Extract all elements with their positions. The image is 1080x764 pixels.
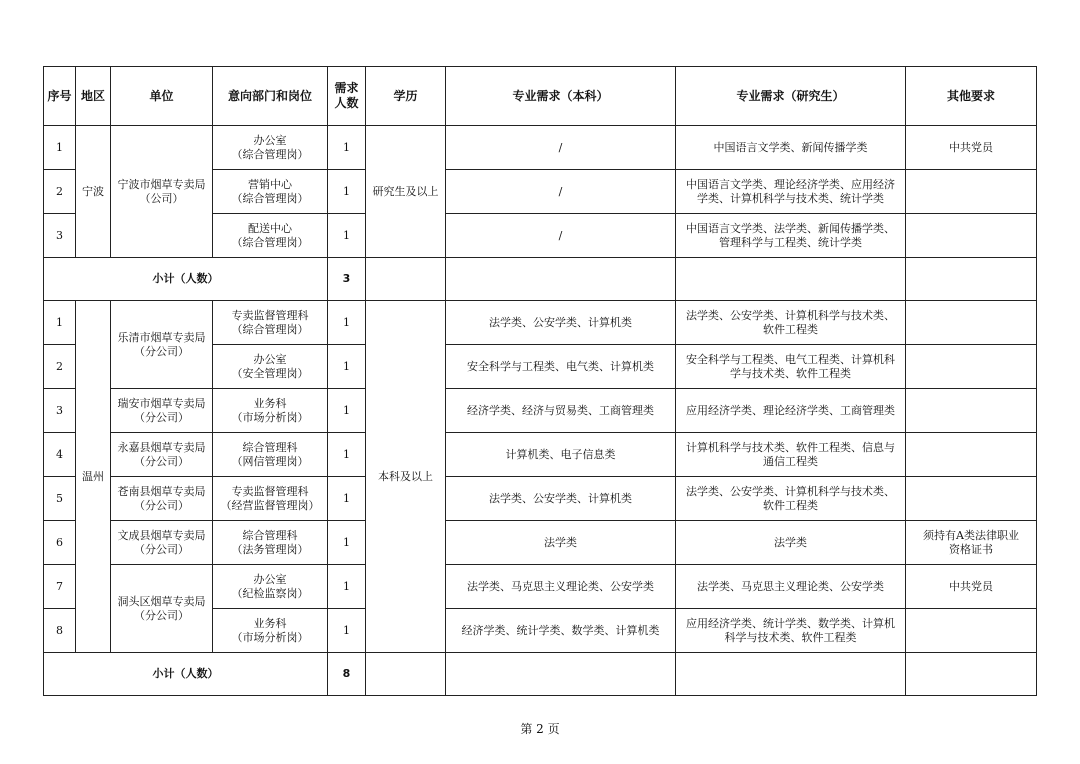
cell-major-grad-line: 科学与技术类、软件工程类 — [724, 630, 857, 644]
subtotal-value: 3 — [328, 258, 366, 301]
cell-unit — [111, 477, 213, 521]
cell-other — [906, 477, 1037, 521]
cell-dept-line: 营销中心 — [248, 177, 292, 191]
cell-major-ug — [446, 521, 676, 565]
cell-unit-line: 乐清市烟草专卖局 — [117, 330, 206, 344]
header-count — [328, 67, 366, 126]
cell-dept-line: 专卖监督管理科 — [231, 484, 309, 498]
cell-major-ug — [446, 477, 676, 521]
header-edu: 学历 — [366, 67, 446, 126]
cell-other — [906, 214, 1037, 258]
cell-major-grad — [676, 389, 906, 433]
cell-major-grad-line: 学类、计算机科学与技术类、统计学类 — [697, 191, 884, 205]
cell-other — [906, 565, 1037, 609]
cell-other — [906, 389, 1037, 433]
cell-unit-line: 宁波市烟草专卖局 — [117, 177, 206, 191]
empty-cell — [906, 653, 1037, 696]
cell-seq: 4 — [44, 433, 76, 477]
header-other: 其他要求 — [906, 67, 1037, 126]
cell-major-ug-line: 法学类 — [544, 535, 577, 549]
cell-seq: 8 — [44, 609, 76, 653]
cell-count: 1 — [328, 170, 366, 214]
cell-major-grad — [676, 214, 906, 258]
cell-major-ug: / — [446, 126, 676, 170]
cell-major-ug-line: 法学类、公安学类、计算机类 — [489, 315, 632, 329]
cell-major-grad-line: 管理科学与工程类、统计学类 — [719, 235, 862, 249]
cell-dept — [213, 609, 328, 653]
cell-unit-line: （分公司） — [134, 410, 189, 424]
cell-other — [906, 170, 1037, 214]
cell-edu: 研究生及以上 — [366, 126, 446, 258]
empty-cell — [446, 653, 676, 696]
header-count-line: 需求 — [334, 81, 359, 95]
cell-major-ug-line: 法学类、马克思主义理论类、公安学类 — [467, 579, 654, 593]
cell-dept-line: 配送中心 — [248, 221, 292, 235]
cell-major-grad — [676, 609, 906, 653]
cell-dept-line: 业务科 — [253, 616, 287, 630]
cell-count: 1 — [328, 565, 366, 609]
cell-unit-line: （分公司） — [134, 608, 189, 622]
cell-unit-line: （分公司） — [134, 542, 189, 556]
cell-count: 1 — [328, 609, 366, 653]
cell-major-grad-line: 法学类、马克思主义理论类、公安学类 — [697, 579, 884, 593]
cell-count: 1 — [328, 126, 366, 170]
cell-dept-line: （纪检监察岗） — [231, 586, 309, 600]
cell-unit — [111, 433, 213, 477]
cell-major-grad-line: 学与技术类、软件工程类 — [730, 366, 851, 380]
cell-count: 1 — [328, 345, 366, 389]
cell-major-ug — [446, 345, 676, 389]
cell-other — [906, 301, 1037, 345]
header-dept: 意向部门和岗位 — [213, 67, 328, 126]
cell-dept-line: 综合管理科 — [242, 528, 298, 542]
cell-unit-line: 瑞安市烟草专卖局 — [117, 396, 206, 410]
header-row — [44, 67, 1037, 126]
cell-major-grad-line: 应用经济学类、统计学类、数学类、计算机 — [686, 616, 895, 630]
cell-dept-line: 专卖监督管理科 — [231, 308, 309, 322]
cell-major-ug-line: 经济学类、统计学类、数学类、计算机类 — [461, 623, 660, 637]
cell-major-grad-line: 中国语言文学类、法学类、新闻传播学类、 — [686, 221, 895, 235]
cell-major-grad-line: 软件工程类 — [763, 322, 818, 336]
cell-dept — [213, 170, 328, 214]
cell-major-grad-line: 软件工程类 — [763, 498, 818, 512]
cell-major-grad — [676, 521, 906, 565]
cell-dept-line: （安全管理岗） — [231, 366, 309, 380]
recruitment-table — [43, 66, 1037, 696]
subtotal-label: 小计（人数） — [44, 258, 328, 301]
cell-dept-line: （法务管理岗） — [231, 542, 309, 556]
cell-count: 1 — [328, 477, 366, 521]
cell-dept-line: （市场分析岗） — [231, 410, 309, 424]
cell-dept — [213, 433, 328, 477]
cell-other — [906, 609, 1037, 653]
cell-dept — [213, 389, 328, 433]
cell-other — [906, 521, 1037, 565]
cell-seq: 7 — [44, 565, 76, 609]
header-seq: 序号 — [44, 67, 76, 126]
cell-dept-line: （综合管理岗） — [231, 191, 309, 205]
cell-dept-line: 办公室 — [253, 572, 287, 586]
cell-major-grad — [676, 301, 906, 345]
cell-major-ug — [446, 301, 676, 345]
cell-other-line: 须持有A类法律职业 — [923, 528, 1019, 542]
cell-major-ug: / — [446, 214, 676, 258]
cell-dept — [213, 477, 328, 521]
table-row — [44, 126, 1037, 170]
cell-unit-line: （公司） — [139, 191, 184, 205]
header-major-grad: 专业需求（研究生） — [676, 67, 906, 126]
subtotal-label: 小计（人数） — [44, 653, 328, 696]
cell-count: 1 — [328, 389, 366, 433]
empty-cell — [446, 258, 676, 301]
cell-major-grad-line: 应用经济学类、理论经济学类、工商管理类 — [686, 403, 895, 417]
cell-unit-line: （分公司） — [134, 344, 189, 358]
cell-unit-line: （分公司） — [134, 498, 189, 512]
cell-other — [906, 433, 1037, 477]
cell-major-grad-line: 法学类 — [774, 535, 807, 549]
cell-dept — [213, 345, 328, 389]
cell-edu: 本科及以上 — [366, 301, 446, 653]
header-major-ug: 专业需求（本科） — [446, 67, 676, 126]
cell-count: 1 — [328, 301, 366, 345]
cell-count: 1 — [328, 214, 366, 258]
cell-unit — [111, 521, 213, 565]
cell-seq: 3 — [44, 389, 76, 433]
cell-major-grad-line: 法学类、公安学类、计算机科学与技术类、 — [686, 308, 895, 322]
cell-major-ug: / — [446, 170, 676, 214]
cell-major-grad — [676, 170, 906, 214]
cell-unit — [111, 389, 213, 433]
cell-unit-line: 文成县烟草专卖局 — [117, 528, 206, 542]
cell-other-line: 中共党员 — [949, 579, 993, 593]
cell-seq: 1 — [44, 126, 76, 170]
cell-unit — [111, 565, 213, 653]
cell-unit-line: 洞头区烟草专卖局 — [117, 594, 206, 608]
cell-major-grad-line: 中国语言文学类、新闻传播学类 — [713, 140, 868, 154]
cell-dept — [213, 521, 328, 565]
empty-cell — [366, 653, 446, 696]
cell-major-ug-line: 计算机类、电子信息类 — [505, 447, 616, 461]
cell-seq: 1 — [44, 301, 76, 345]
cell-major-grad — [676, 345, 906, 389]
cell-region: 宁波 — [76, 126, 111, 258]
cell-major-ug — [446, 389, 676, 433]
cell-seq: 2 — [44, 345, 76, 389]
cell-major-grad-line: 计算机科学与技术类、软件工程类、信息与 — [686, 440, 895, 454]
cell-dept-line: 业务科 — [253, 396, 287, 410]
table-body — [44, 126, 1037, 696]
cell-dept-line: （综合管理岗） — [231, 235, 309, 249]
cell-seq: 2 — [44, 170, 76, 214]
cell-dept-line: （综合管理岗） — [231, 322, 309, 336]
empty-cell — [906, 258, 1037, 301]
cell-unit-line: 永嘉县烟草专卖局 — [117, 440, 206, 454]
cell-seq: 6 — [44, 521, 76, 565]
cell-major-ug — [446, 433, 676, 477]
cell-dept-line: 办公室 — [253, 352, 287, 366]
cell-dept-line: （市场分析岗） — [231, 630, 309, 644]
cell-major-grad — [676, 565, 906, 609]
subtotal-row — [44, 258, 1037, 301]
cell-dept-line: 办公室 — [253, 133, 287, 147]
cell-region: 温州 — [76, 301, 111, 653]
cell-other: 中共党员 — [906, 126, 1037, 170]
cell-major-grad — [676, 126, 906, 170]
cell-major-grad — [676, 477, 906, 521]
cell-seq: 5 — [44, 477, 76, 521]
cell-major-ug-line: 法学类、公安学类、计算机类 — [489, 491, 632, 505]
cell-unit — [111, 126, 213, 258]
cell-major-ug-line: 安全科学与工程类、电气类、计算机类 — [467, 359, 654, 373]
table-row — [44, 433, 1037, 477]
page-number: 第 2 页 — [520, 722, 560, 736]
cell-unit — [111, 301, 213, 389]
cell-dept-line: （网信管理岗） — [231, 454, 309, 468]
cell-dept — [213, 565, 328, 609]
cell-dept — [213, 214, 328, 258]
cell-dept-line: （经营监督管理岗） — [220, 498, 320, 512]
subtotal-row — [44, 653, 1037, 696]
cell-major-grad-line: 法学类、公安学类、计算机科学与技术类、 — [686, 484, 895, 498]
cell-major-ug-line: 经济学类、经济与贸易类、工商管理类 — [467, 403, 654, 417]
cell-dept — [213, 126, 328, 170]
cell-unit-line: 苍南县烟草专卖局 — [117, 484, 206, 498]
cell-major-grad-line: 中国语言文学类、理论经济学类、应用经济 — [686, 177, 895, 191]
cell-unit-line: （分公司） — [134, 454, 189, 468]
table-row — [44, 301, 1037, 345]
header-unit: 单位 — [111, 67, 213, 126]
empty-cell — [366, 258, 446, 301]
cell-dept-line: （综合管理岗） — [231, 147, 309, 161]
cell-other-line: 资格证书 — [949, 542, 993, 556]
header-count-line: 人数 — [334, 96, 359, 110]
table-row — [44, 389, 1037, 433]
subtotal-value: 8 — [328, 653, 366, 696]
cell-count: 1 — [328, 521, 366, 565]
table-row — [44, 565, 1037, 609]
empty-cell — [676, 258, 906, 301]
cell-major-grad-line: 通信工程类 — [763, 454, 818, 468]
cell-other — [906, 345, 1037, 389]
cell-major-grad — [676, 433, 906, 477]
cell-major-grad-line: 安全科学与工程类、电气工程类、计算机科 — [686, 352, 895, 366]
cell-major-ug — [446, 565, 676, 609]
header-region: 地区 — [76, 67, 111, 126]
table-row — [44, 521, 1037, 565]
table-row — [44, 477, 1037, 521]
empty-cell — [676, 653, 906, 696]
cell-dept-line: 综合管理科 — [242, 440, 298, 454]
cell-seq: 3 — [44, 214, 76, 258]
cell-major-ug — [446, 609, 676, 653]
cell-count: 1 — [328, 433, 366, 477]
cell-dept — [213, 301, 328, 345]
